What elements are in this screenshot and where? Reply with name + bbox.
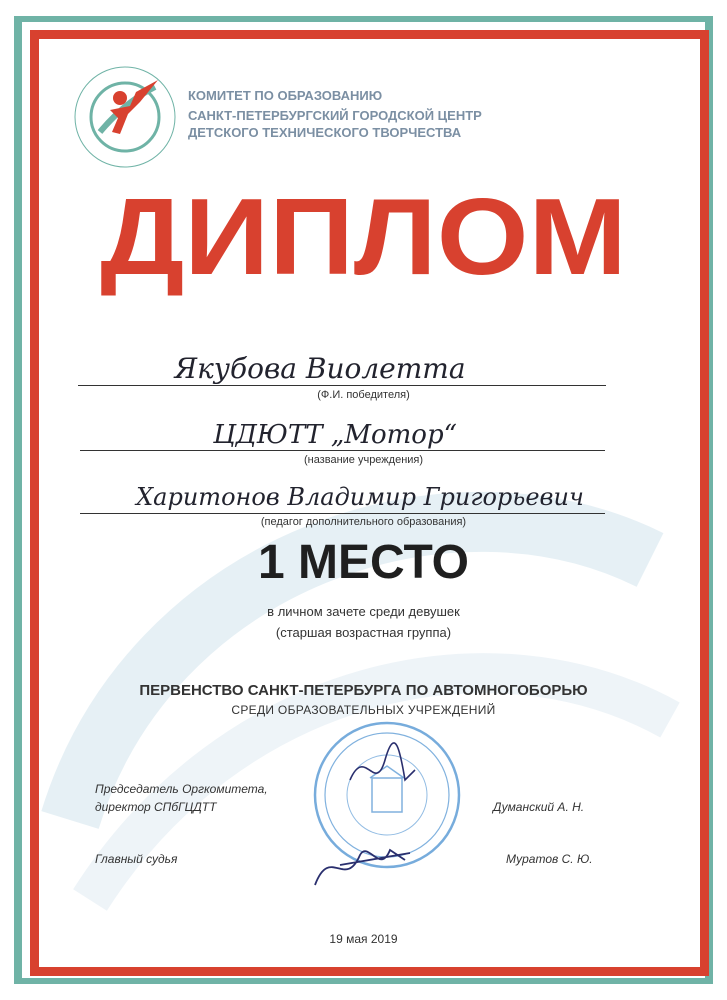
age-group: (старшая возрастная группа) <box>275 625 452 640</box>
judge-signature-icon <box>310 835 420 895</box>
center-logo-icon <box>70 62 180 172</box>
event-subtitle: СРЕДИ ОБРАЗОВАТЕЛЬНЫХ УЧРЕЖДЕНИЙ <box>231 703 496 717</box>
institution-name: ЦДЮТТ „Мотор“ <box>213 420 457 450</box>
place-title: 1 МЕСТО <box>258 536 469 589</box>
chair-name: Думанский А. Н. <box>493 800 585 814</box>
award-category: в личном зачете среди девушек <box>267 604 460 619</box>
org-line-2: САНКТ-ПЕТЕРБУРГСКИЙ ГОРОДСКОЙ ЦЕНТР <box>188 108 482 123</box>
diploma-date: 19 мая 2019 <box>329 932 398 946</box>
teacher-caption: (педагог дополнительного образования) <box>260 516 467 528</box>
judge-name: Муратов С. Ю. <box>506 852 593 866</box>
institution-caption: (название учреждения) <box>303 454 424 466</box>
diploma-title: ДИПЛОМ <box>100 176 627 298</box>
winner-name: Якубова Виолетта <box>174 352 466 385</box>
teacher-line <box>80 513 605 514</box>
institution-line <box>80 450 605 451</box>
chair-role-2: директор СПбГЦДТТ <box>95 800 217 814</box>
winner-caption: (Ф.И. победителя) <box>317 389 410 401</box>
org-line-1: КОМИТЕТ ПО ОБРАЗОВАНИЮ <box>188 88 383 103</box>
chair-role-1: Председатель Оргкомитета, <box>95 782 268 796</box>
teacher-name: Харитонов Владимир Григорьевич <box>136 483 584 511</box>
judge-role: Главный судья <box>95 852 178 866</box>
org-line-3: ДЕТСКОГО ТЕХНИЧЕСКОГО ТВОРЧЕСТВА <box>188 125 462 140</box>
event-title: ПЕРВЕНСТВО САНКТ-ПЕТЕРБУРГА ПО АВТОМНОГОБОРЬЮ <box>139 682 588 699</box>
winner-line <box>78 385 606 386</box>
chair-signature-icon <box>345 740 425 800</box>
